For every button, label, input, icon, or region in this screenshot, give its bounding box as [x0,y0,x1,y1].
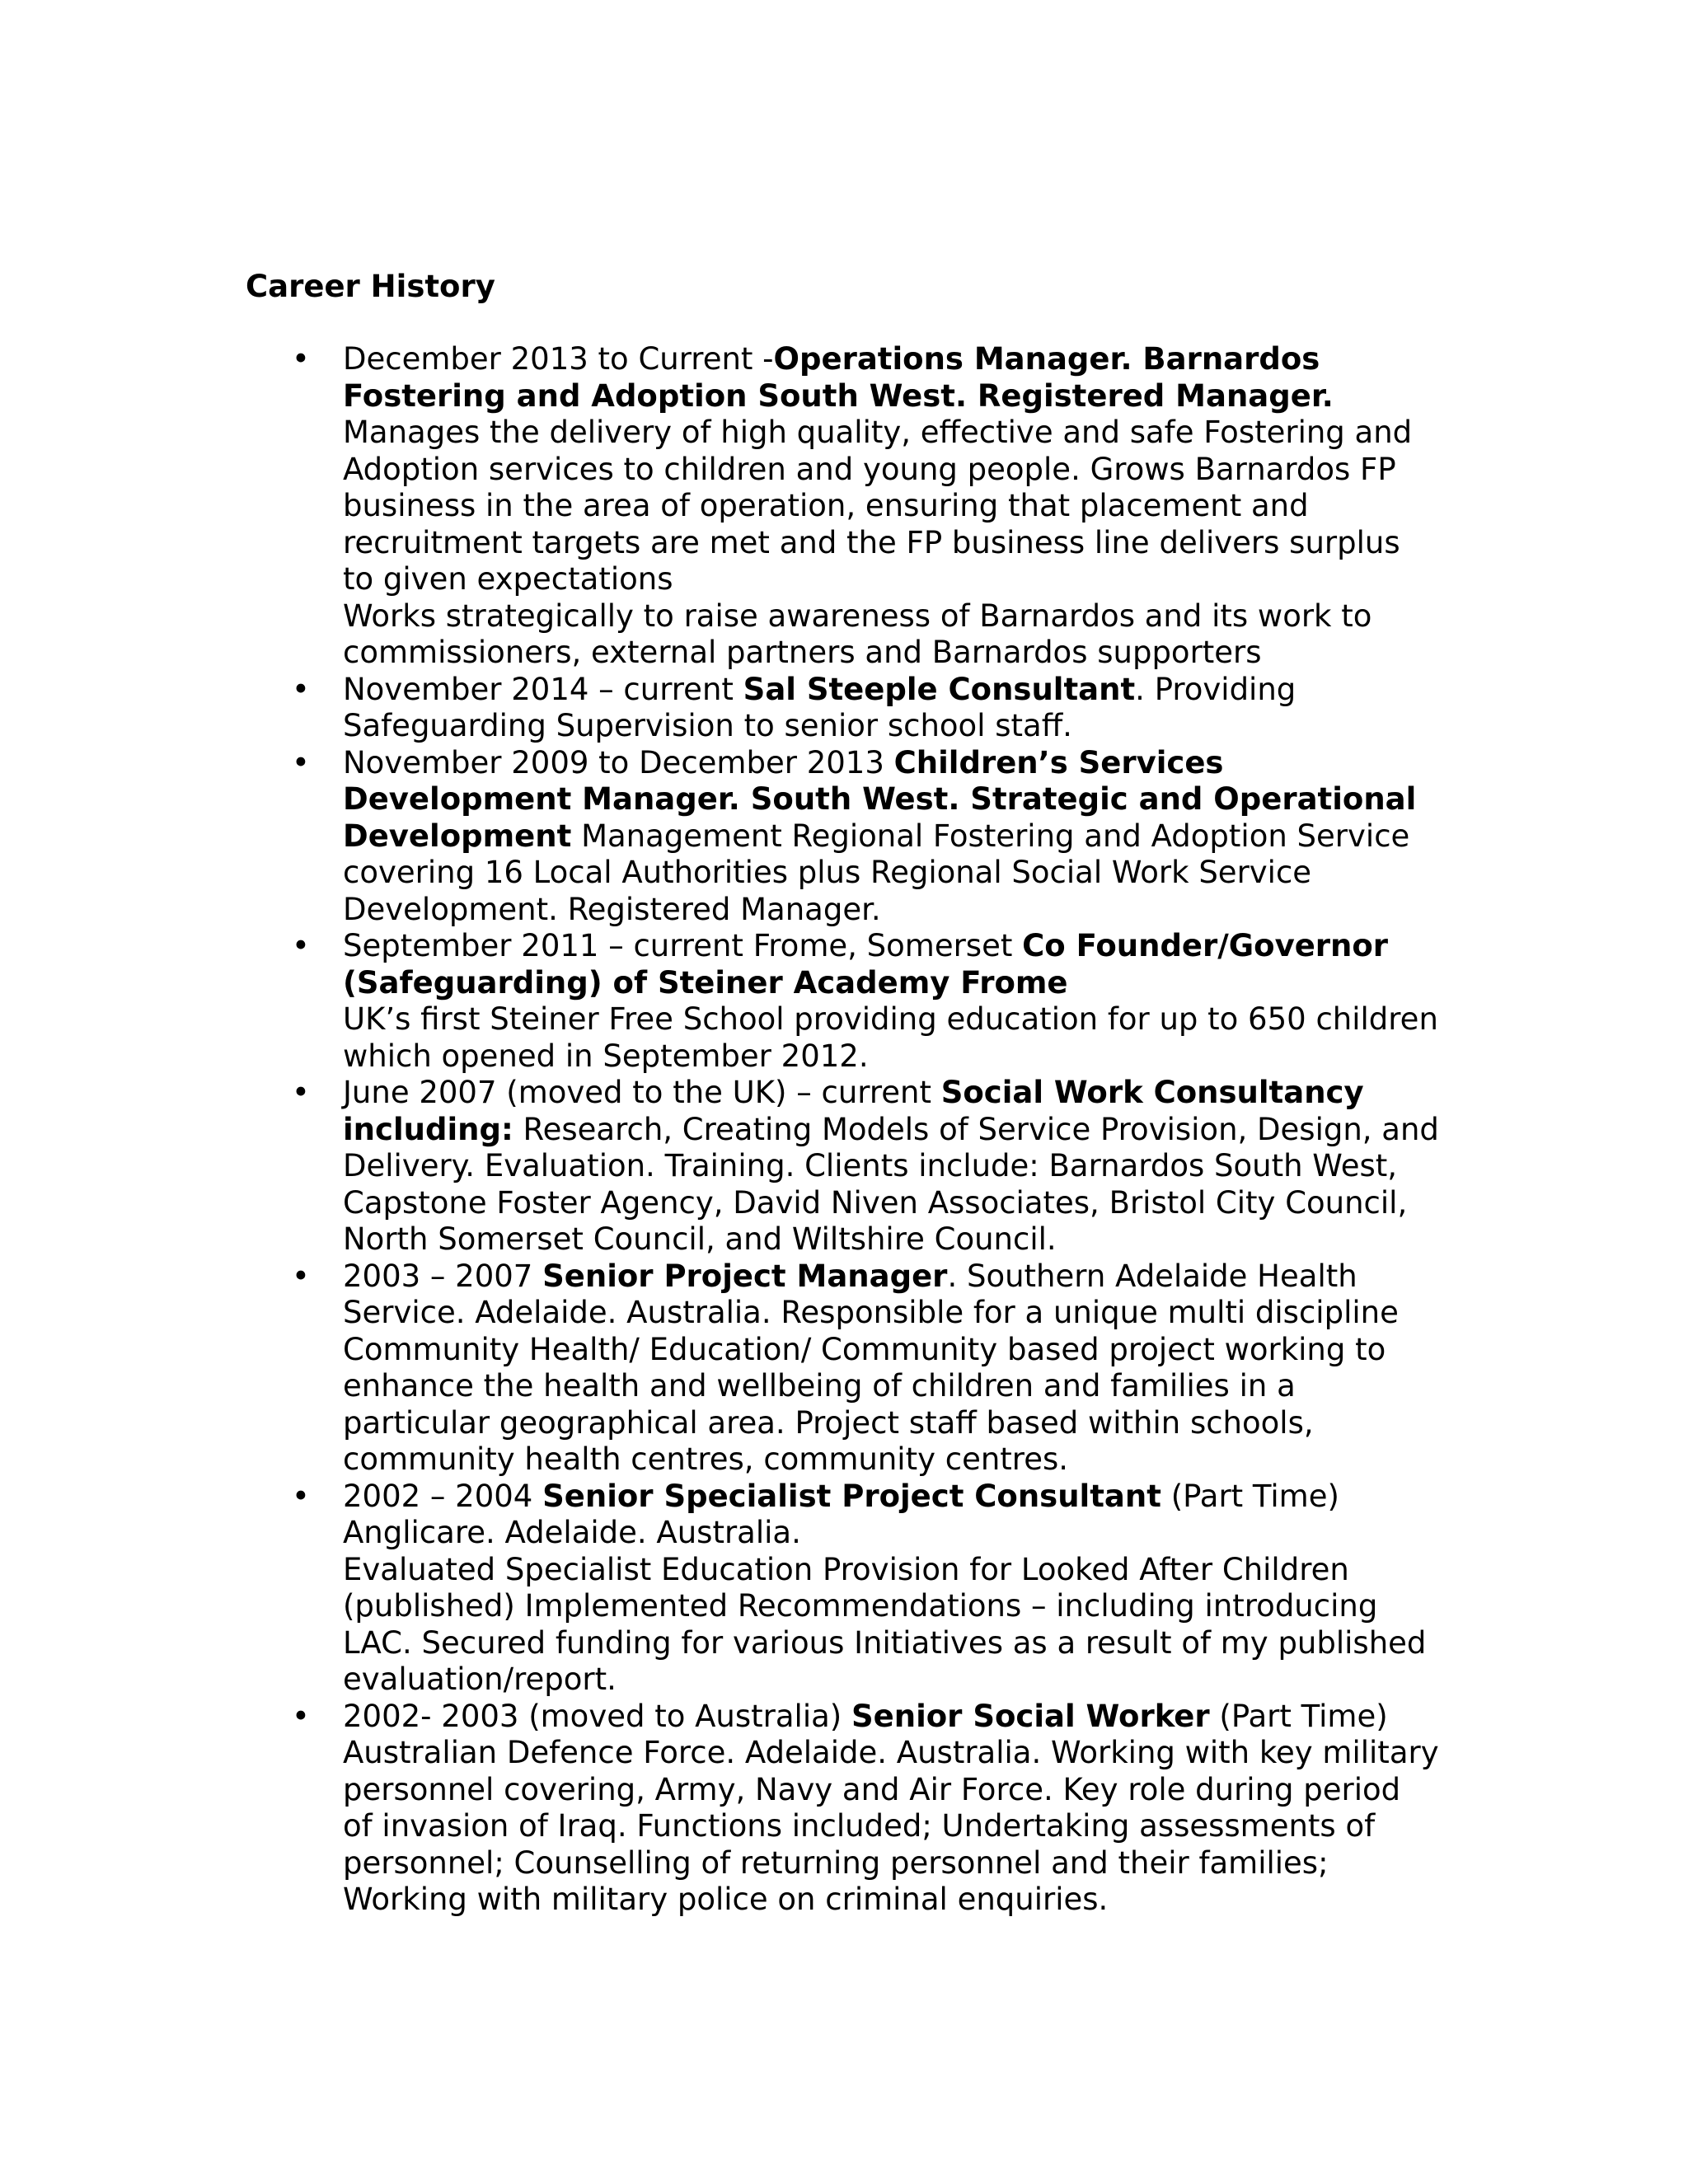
entry-title: Senior Social Worker [851,1698,1210,1734]
career-entry [292,1258,1439,1479]
bullet-icon: • [292,1075,310,1110]
career-entry [292,671,1439,745]
entry-description: Management Regional Fostering and Adoption Service covering 16 Local Authorities plus Regional Social Work Service Development. Registered Manager. [343,818,1410,927]
entry-description: . Southern Adelaide Health Service. Adelaide. Australia. Responsible for a unique multi discipline Community Health/ Education/ Community based project working to enhance the health and wellbeing of children and families in a particular geographical area. Project staff based within schools, community health centres, community centres. [343,1258,1399,1477]
career-entry [292,1478,1439,1699]
entry-date: 2002 – 2004 [343,1478,533,1514]
entry-title: Children’s Services Development Manager. South West. Strategic and Operational Development [343,744,1417,854]
entry-description: (Part Time) Anglicare. Adelaide. Australia. [343,1478,1339,1550]
entry-title: Senior Specialist Project Consultant [542,1478,1161,1514]
bullet-icon: • [292,341,310,377]
entry-description: (Part Time) Australian Defence Force. Adelaide. Australia. Working with key military personnel covering, Army, Navy and Air Force. Key role during period of invasion of Iraq. Functions included; Undertaking assessments of personnel; Counselling of returning personnel and their families; Working with military police on criminal enquiries. [343,1698,1439,1917]
section-heading: Career History [246,269,495,304]
career-entry [292,341,1439,672]
entry-description-continued: Evaluated Specialist Education Provision for Looked After Children (published) Implemented Recommendations – including introducing LAC. Secured funding for various Initiatives as a result of my published evaluation/report. [343,1551,1427,1697]
bullet-icon: • [292,1258,310,1294]
entry-date: June 2007 (moved to the UK) – current [343,1075,931,1110]
career-history-list [292,341,1439,1919]
career-entry [292,744,1439,929]
entry-description: UK’s first Steiner Free School providing education for up to 650 children which opened in September 2012. [343,1001,1438,1074]
entry-date: September 2011 – current Frome, Somerset [343,928,1013,963]
bullet-icon: • [292,1478,310,1514]
entry-date: 2002- 2003 (moved to Australia) [343,1698,842,1734]
career-entry [292,1075,1439,1258]
entry-description: . Providing Safeguarding Supervision to senior school staff. [343,671,1296,743]
entry-title: Social Work Consultancy including: [343,1075,1364,1147]
entry-title: Operations Manager. Barnardos Fostering and Adoption South West. Registered Manager. [343,341,1334,414]
entry-title: Senior Project Manager [542,1258,948,1294]
entry-title: Co Founder/Governor (Safeguarding) of Steiner Academy Frome [343,928,1389,1001]
bullet-icon: • [292,1698,310,1734]
entry-date: 2003 – 2007 [343,1258,533,1294]
career-entry [292,1698,1439,1919]
entry-date: November 2014 – current [343,671,734,707]
entry-description: Manages the delivery of high quality, effective and safe Fostering and Adoption services to children and young people. Grows Barnardos FP business in the area of operation, ensuring that placement and recruitment targets are met and the FP business line delivers surplus to given expectations [343,415,1413,597]
entry-title: Sal Steeple Consultant [743,671,1136,707]
entry-date: November 2009 to December 2013 [343,744,884,780]
bullet-icon: • [292,744,310,780]
career-entry [292,928,1439,1075]
entry-description: Research, Creating Models of Service Provision, Design, and Delivery. Evaluation. Training. Clients include: Barnardos South West, Capstone Foster Agency, David Niven Associates, Bristol City Council, North Somerset Council, and Wiltshire Council. [343,1111,1439,1257]
entry-date: December 2013 to Current - [343,341,774,377]
entry-description-continued: Works strategically to raise awareness of Barnardos and its work to commissioners, external partners and Barnardos supporters [343,598,1372,670]
bullet-icon: • [292,928,310,963]
bullet-icon: • [292,671,310,707]
